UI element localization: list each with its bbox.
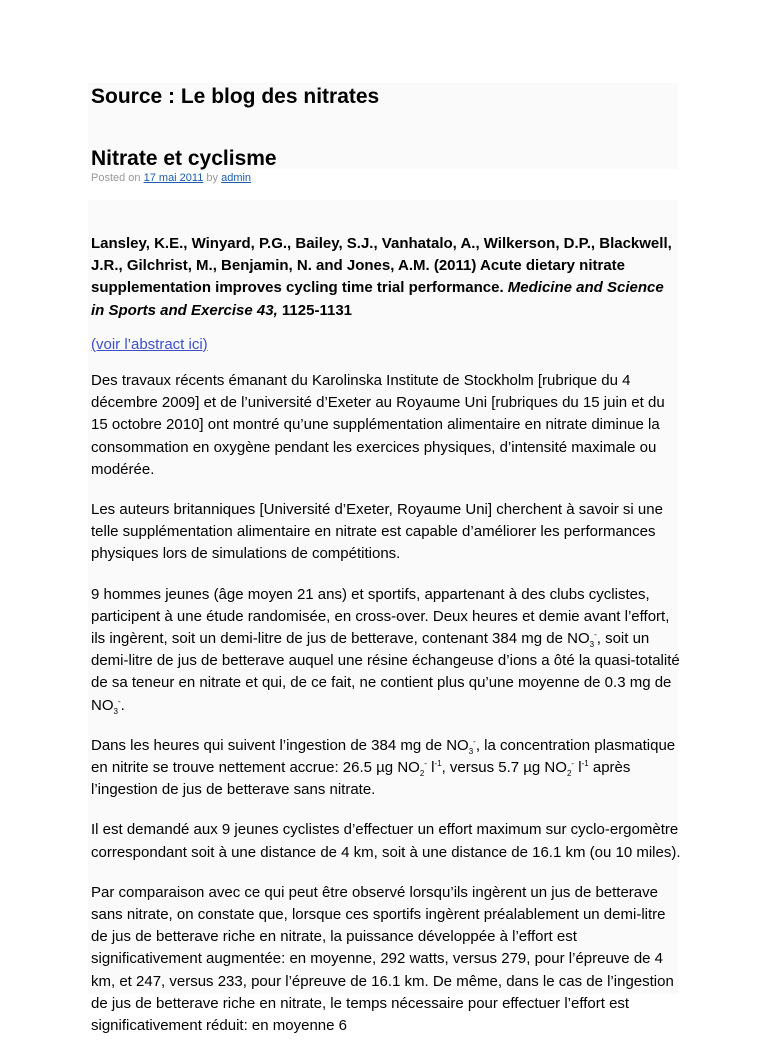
- paragraph-5: Il est demandé aux 9 jeunes cyclistes d’effectuer un effort maximum sur cyclo-ergomètre correspondant soit à une distance de 4 km, soit à une distance de 16.1 km (ou 10 miles).: [91, 821, 681, 861]
- paragraph-4: [91, 735, 681, 802]
- posted-on-label: Posted on: [91, 172, 141, 184]
- paragraph-6: Par comparaison avec ce qui peut être observé lorsqu’ils ingèrent un jus de betterave sans nitrate, on constate que, lorsque ces sportifs ingèrent préalablement un demi-litre de jus de betterave riche en nitrate, la puissance développée à l’effort est significativement augmentée: en moyenne, 292 watts, versus 279, pour l’épreuve de 4 km, et 247, versus 233, pour l’épreuve de 16.1 km. De même, dans le cas de l’ingestion de jus de betterave riche en nitrate, le temps nécessaire pour effectuer l’effort est significativement réduit: en moyenne 6: [91, 883, 674, 1035]
- no3-subscript: 3: [113, 706, 118, 716]
- no3-subscript: 3: [468, 746, 474, 756]
- paragraph-3: [91, 584, 681, 717]
- p4-text-d: , versus 5.7 µg NO: [441, 759, 567, 777]
- post-meta: [91, 171, 251, 185]
- paragraph-1: Des travaux récents émanant du Karolinska Institute de Stockholm [rubrique du 4 décembre 2009] et de l’université d’Exeter au Royaume Uni [rubriques du 15 juin et du 15 octobre 2010] ont montré qu’une supplémentation alimentaire en nitrate diminue la consommation en oxygène pendant les exercices physiques, d’intensité maximale ou modérée.: [91, 372, 665, 478]
- p4-text-f: après l’ingestion de jus de betterave sans nitrate.: [91, 759, 631, 799]
- inverse-superscript: -1: [434, 759, 442, 769]
- article-body: [91, 233, 681, 1055]
- p4-text-e: l: [574, 759, 582, 777]
- no2-subscript: 2: [566, 769, 572, 779]
- post-title: Nitrate et cyclisme: [91, 147, 277, 170]
- paragraph-2: Les auteurs britanniques [Université d’Exeter, Royaume Uni] cherchent à savoir si une telle supplémentation alimentaire en nitrate est capable d’améliorer les performances physiques lors de simulations de compétitions.: [91, 501, 663, 563]
- source-title: Source : Le blog des nitrates: [91, 85, 380, 108]
- p3-text-b: , soit un demi-litre de jus de betterave auquel une résine échangeuse d’ions a ôté la quasi-totalité de sa teneur en nitrate et qui, de ce fait, ne contient plus qu’une moyenne de 0.3 mg de NO: [91, 630, 680, 714]
- by-label: by: [206, 172, 219, 184]
- citation-journal: Medicine and Science in Sports and Exercise 43,: [91, 279, 664, 319]
- citation-pages: 1125-1131: [281, 301, 352, 319]
- post-date-link[interactable]: 17 mai 2011: [143, 172, 204, 184]
- p4-text-a: Dans les heures qui suivent l’ingestion de 384 mg de NO: [91, 736, 469, 754]
- p3-text-a: 9 hommes jeunes (âge moyen 21 ans) et sportifs, appartenant à des clubs cyclistes, participent à une étude randomisée, en cross-over. Deux heures et demie avant l’effort, ils ingèrent, soit un demi-litre de jus de betterave, contenant 384 mg de NO: [91, 585, 670, 648]
- minus-superscript: -: [594, 630, 597, 640]
- p3-text-c: .: [120, 696, 125, 714]
- abstract-link[interactable]: (voir l’abstract ici): [91, 335, 208, 353]
- minus-superscript: -: [117, 696, 121, 706]
- p4-text-c: l: [426, 759, 435, 777]
- author-link[interactable]: admin: [221, 172, 252, 184]
- inverse-superscript: -1: [581, 759, 589, 769]
- no3-subscript: 3: [589, 640, 595, 650]
- no2-subscript: 2: [419, 769, 425, 779]
- citation: [91, 233, 681, 322]
- minus-superscript: -: [571, 759, 575, 769]
- citation-authors: Lansley, K.E., Winyard, P.G., Bailey, S.J., Vanhatalo, A., Wilkerson, D.P., Blackwell, J.R., Gilchrist, M., Benjamin, N. and Jones, A.M. (2011) Acute dietary nitrate supplementation improves cycling time trial performance.: [91, 235, 672, 297]
- minus-superscript: -: [424, 759, 427, 769]
- p4-text-b: , la concentration plasmatique en nitrite se trouve nettement accrue: 26.5 µg NO: [91, 736, 676, 777]
- minus-superscript: -: [473, 736, 476, 746]
